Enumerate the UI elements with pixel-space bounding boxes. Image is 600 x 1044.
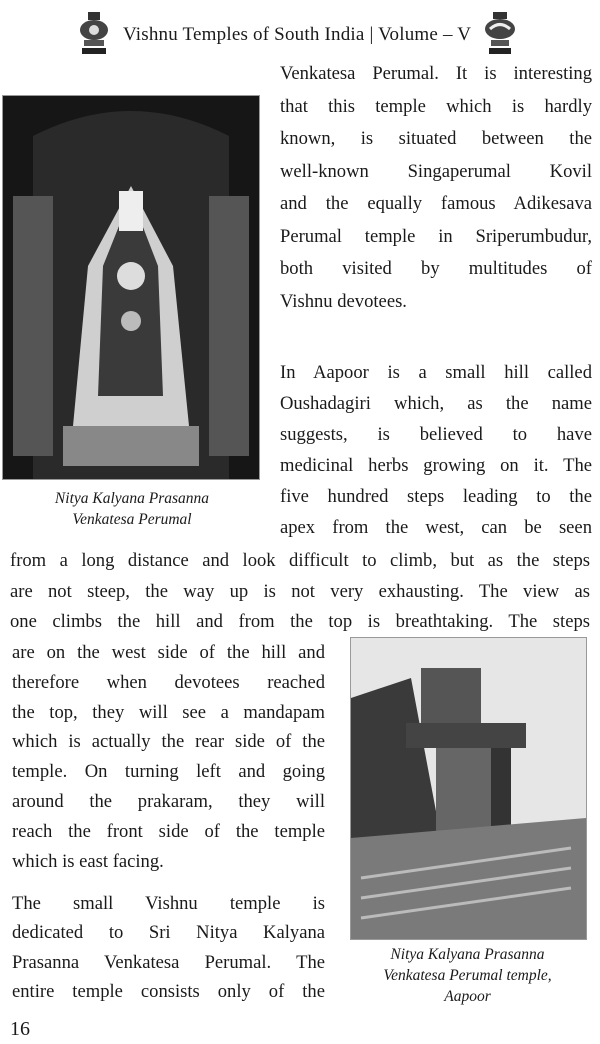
text-line: known, is situated between the <box>280 128 592 149</box>
text-line: Venkatesa Perumal. It is interesting <box>280 63 592 84</box>
deity-photo <box>2 95 260 480</box>
caption-line: Aapoor <box>444 988 491 1005</box>
text-line: In Aapoor is a small hill called <box>280 362 592 383</box>
text-line: suggests, is believed to have <box>280 424 592 445</box>
text-line: five hundred steps leading to the <box>280 486 592 507</box>
text-line: from a long distance and look difficult to climb, but as the steps <box>10 550 590 571</box>
header-title: Vishnu Temples of South India | Volume – V <box>123 24 472 45</box>
caption-line: Venkatesa Perumal temple, <box>383 967 552 984</box>
text-line: the top, they will see a mandapam <box>12 701 325 723</box>
text-line: apex from the west, can be seen <box>280 517 592 538</box>
figure-caption-1 <box>10 488 254 530</box>
text-line: around the prakaram, they will <box>12 791 325 812</box>
text-line: dedicated to Sri Nitya Kalyana <box>12 922 325 944</box>
text-line: both visited by multitudes of <box>280 258 592 279</box>
left-emblem-icon <box>76 10 112 56</box>
text-line: well-known Singaperumal Kovil <box>280 160 592 182</box>
running-header <box>0 10 600 60</box>
text-line: therefore when devotees reached <box>12 671 325 693</box>
temple-photo <box>350 637 587 940</box>
text-line: reach the front side of the temple <box>12 820 325 842</box>
text-line: Oushadagiri which, as the name <box>280 393 592 414</box>
caption-line: Nitya Kalyana Prasanna <box>54 490 210 507</box>
text-line: one climbs the hill and from the top is breathtaking. The steps <box>10 611 590 632</box>
text-line: Vishnu devotees. <box>280 290 407 312</box>
text-line: Prasanna Venkatesa Perumal. The <box>12 951 325 973</box>
text-line: which is actually the rear side of the <box>12 731 325 753</box>
text-line: entire temple consists only of the <box>12 980 325 1002</box>
figure-caption-2 <box>350 944 585 1007</box>
caption-line: Nitya Kalyana Prasanna <box>390 946 545 963</box>
text-line: are on the west side of the hill and <box>12 642 325 663</box>
text-line: medicinal herbs growing on it. The <box>280 455 592 476</box>
text-line: are not steep, the way up is not very exhausting. The view as <box>10 580 590 602</box>
text-line: Perumal temple in Sriperumbudur, <box>280 225 592 247</box>
right-emblem-icon <box>482 10 518 56</box>
text-line: that this temple which is hardly <box>280 95 592 117</box>
text-line: which is east facing. <box>12 850 164 872</box>
text-line: The small Vishnu temple is <box>12 893 325 914</box>
caption-line: Venkatesa Perumal <box>72 511 192 528</box>
text-line: temple. On turning left and going <box>12 761 325 783</box>
page-number: 16 <box>10 1018 30 1040</box>
text-line: and the equally famous Adikesava <box>280 193 592 214</box>
